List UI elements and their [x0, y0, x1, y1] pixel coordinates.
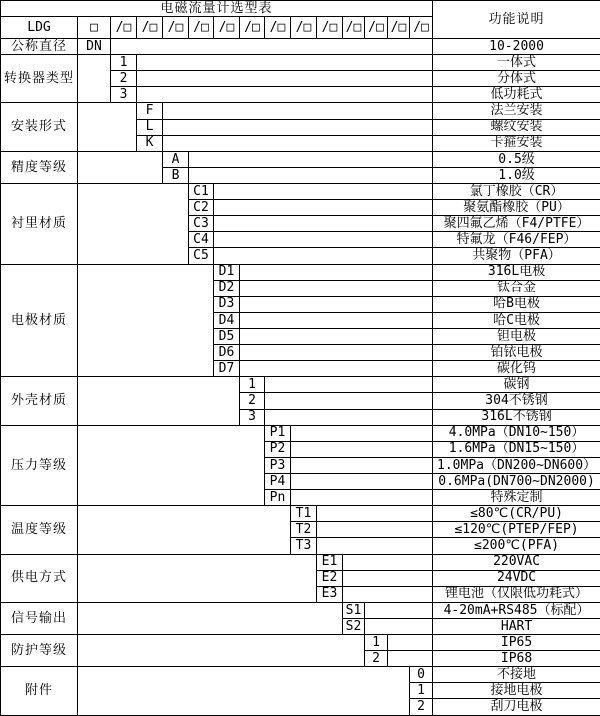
option-description: ≤80℃(CR/PU)	[433, 506, 600, 522]
spacer-left	[78, 151, 163, 183]
spacer-left	[78, 103, 137, 151]
spacer-right	[214, 183, 433, 199]
code-box: /□	[388, 17, 410, 39]
spacer-left	[78, 55, 111, 103]
option-description: 220VAC	[433, 554, 600, 570]
spacer-left	[78, 264, 214, 377]
option-code: F	[137, 103, 163, 119]
spacer-right	[137, 55, 433, 71]
option-description: 共聚物（PFA）	[433, 248, 600, 264]
category-label: 衬里材质	[1, 183, 78, 264]
code-box: /□	[163, 17, 189, 39]
code-box: /□	[214, 17, 240, 39]
option-code: D3	[214, 296, 240, 312]
option-code: 1	[111, 55, 137, 71]
option-code: C5	[189, 248, 214, 264]
option-description: IP68	[433, 651, 600, 667]
spacer-right	[388, 635, 433, 651]
spacer-right	[189, 151, 433, 167]
page-title: 电磁流量计选型表	[1, 1, 433, 17]
option-row	[1, 377, 600, 393]
category-label: 防护等级	[1, 635, 78, 667]
option-description: 1.6MPa（DN15~150）	[433, 441, 600, 457]
spacer-right	[317, 522, 433, 538]
option-code: 3	[111, 87, 137, 103]
category-label: 安装形式	[1, 103, 78, 151]
spacer-right	[214, 216, 433, 232]
spacer-right	[240, 296, 433, 312]
option-code: D5	[214, 328, 240, 344]
spacer-right	[365, 618, 433, 634]
option-code: D4	[214, 312, 240, 328]
option-row	[1, 667, 600, 683]
option-code: 1	[410, 683, 433, 699]
dn-code-box: □	[78, 17, 111, 39]
option-description: IP65	[433, 635, 600, 651]
spacer-left	[78, 183, 189, 264]
spacer-right	[265, 377, 433, 393]
option-description: 不接地	[433, 667, 600, 683]
spacer-left	[78, 667, 410, 716]
option-description: 304不锈钢	[433, 393, 600, 409]
spacer-right	[291, 490, 433, 506]
option-description: 10-2000	[433, 39, 600, 55]
option-code: S1	[343, 602, 365, 618]
code-box: /□	[240, 17, 265, 39]
option-code: T1	[291, 506, 317, 522]
spacer-right	[291, 473, 433, 489]
option-description: 法兰安装	[433, 103, 600, 119]
option-row	[1, 183, 600, 199]
spacer-left	[78, 506, 291, 554]
option-description: 4-20mA+RS485（标配）	[433, 602, 600, 618]
option-description: 316L不锈钢	[433, 409, 600, 425]
option-description: 聚四氟乙烯（F4/PTFE）	[433, 216, 600, 232]
code-box: /□	[137, 17, 163, 39]
title-row	[1, 1, 600, 17]
option-row	[1, 554, 600, 570]
option-code: D7	[214, 361, 240, 377]
option-description: 卡箍安装	[433, 135, 600, 151]
option-code: 2	[111, 71, 137, 87]
code-box: /□	[317, 17, 343, 39]
option-description: 钽电极	[433, 328, 600, 344]
spacer-right	[163, 103, 433, 119]
option-description: 316L电极	[433, 264, 600, 280]
category-label: 压力等级	[1, 425, 78, 506]
category-label: 信号输出	[1, 602, 78, 634]
spacer-right	[265, 393, 433, 409]
option-row	[1, 506, 600, 522]
spacer-right	[111, 39, 433, 55]
option-description: 特氟龙（F46/FEP）	[433, 232, 600, 248]
option-description: ≤120℃(PTEP/FEP)	[433, 522, 600, 538]
option-code: 2	[240, 393, 265, 409]
category-label: 温度等级	[1, 506, 78, 554]
option-description: 锂电池（仅限低功耗式）	[433, 586, 600, 602]
option-code: 1	[240, 377, 265, 393]
option-code: P4	[265, 473, 291, 489]
option-code: C4	[189, 232, 214, 248]
option-description: 铂铱电极	[433, 345, 600, 361]
option-code: C3	[189, 216, 214, 232]
option-description: 哈C电极	[433, 312, 600, 328]
option-row	[1, 103, 600, 119]
model-prefix-label: LDG	[1, 17, 78, 39]
option-description: 24VDC	[433, 570, 600, 586]
option-code: T3	[291, 538, 317, 554]
option-row	[1, 55, 600, 71]
spacer-right	[240, 328, 433, 344]
option-code: B	[163, 167, 189, 183]
spacer-right	[163, 135, 433, 151]
spacer-right	[343, 554, 433, 570]
option-row	[1, 39, 600, 55]
option-row	[1, 425, 600, 441]
spacer-left	[78, 554, 317, 602]
function-description-header: 功能说明	[433, 1, 600, 39]
spacer-right	[265, 409, 433, 425]
option-description: 1.0MPa（DN200~DN600）	[433, 457, 600, 473]
code-box: /□	[111, 17, 137, 39]
option-description: 碳钢	[433, 377, 600, 393]
spacer-right	[137, 87, 433, 103]
option-code: P3	[265, 457, 291, 473]
option-code: D2	[214, 280, 240, 296]
option-description: 0.6MPa(DN700~DN2000)	[433, 473, 600, 489]
option-description: 螺纹安装	[433, 119, 600, 135]
option-row	[1, 264, 600, 280]
spacer-left	[78, 425, 265, 506]
option-code: S2	[343, 618, 365, 634]
spacer-right	[214, 248, 433, 264]
category-label: 转换器类型	[1, 55, 78, 103]
option-row	[1, 602, 600, 618]
option-row	[1, 151, 600, 167]
spacer-right	[291, 457, 433, 473]
option-description: HART	[433, 618, 600, 634]
code-box: /□	[365, 17, 388, 39]
option-code: L	[137, 119, 163, 135]
spacer-right	[240, 312, 433, 328]
option-code: P2	[265, 441, 291, 457]
option-description: 接地电极	[433, 683, 600, 699]
option-code: E1	[317, 554, 343, 570]
option-description: 刮刀电极	[433, 699, 600, 716]
category-label: 公称直径	[1, 39, 78, 55]
option-description: 特殊定制	[433, 490, 600, 506]
spacer-right	[240, 361, 433, 377]
spacer-right	[189, 167, 433, 183]
option-description: 碳化钨	[433, 361, 600, 377]
option-description: 氯丁橡胶（CR）	[433, 183, 600, 199]
spacer-right	[343, 586, 433, 602]
option-code: 2	[365, 651, 388, 667]
spacer-left	[78, 602, 343, 634]
spacer-right	[137, 71, 433, 87]
code-box: /□	[189, 17, 214, 39]
option-description: 一体式	[433, 55, 600, 71]
code-box: /□	[343, 17, 365, 39]
spacer-right	[163, 119, 433, 135]
category-label: 附件	[1, 667, 78, 716]
category-label: 供电方式	[1, 554, 78, 602]
spacer-right	[240, 345, 433, 361]
option-code: K	[137, 135, 163, 151]
spacer-right	[365, 602, 433, 618]
option-description: 聚氨酯橡胶（PU）	[433, 200, 600, 216]
spacer-left	[78, 635, 365, 667]
code-box: /□	[265, 17, 291, 39]
option-description: ≤200℃(PFA)	[433, 538, 600, 554]
option-code: 1	[365, 635, 388, 651]
option-description: 哈B电极	[433, 296, 600, 312]
spacer-right	[240, 280, 433, 296]
option-row	[1, 635, 600, 651]
option-description: 低功耗式	[433, 87, 600, 103]
code-box: /□	[291, 17, 317, 39]
option-code: Pn	[265, 490, 291, 506]
spacer-right	[291, 441, 433, 457]
option-code: E2	[317, 570, 343, 586]
option-code: 3	[240, 409, 265, 425]
option-code: DN	[78, 39, 111, 55]
option-code: 2	[410, 699, 433, 716]
spacer-right	[214, 200, 433, 216]
option-description: 4.0MPa（DN10~150）	[433, 425, 600, 441]
spacer-right	[214, 232, 433, 248]
category-label: 电极材质	[1, 264, 78, 377]
option-code: 0	[410, 667, 433, 683]
code-box: /□	[410, 17, 433, 39]
option-code: P1	[265, 425, 291, 441]
option-code: C2	[189, 200, 214, 216]
spacer-right	[291, 425, 433, 441]
spacer-right	[317, 538, 433, 554]
category-label: 精度等级	[1, 151, 78, 183]
spacer-right	[343, 570, 433, 586]
spacer-right	[240, 264, 433, 280]
option-code: T2	[291, 522, 317, 538]
option-code: A	[163, 151, 189, 167]
option-description: 分体式	[433, 71, 600, 87]
option-description: 钛合金	[433, 280, 600, 296]
spacer-left	[78, 377, 240, 425]
spacer-right	[317, 506, 433, 522]
option-code: D1	[214, 264, 240, 280]
spacer-right	[388, 651, 433, 667]
option-code: E3	[317, 586, 343, 602]
option-code: D6	[214, 345, 240, 361]
option-description: 1.0级	[433, 167, 600, 183]
category-label: 外壳材质	[1, 377, 78, 425]
option-description: 0.5级	[433, 151, 600, 167]
option-code: C1	[189, 183, 214, 199]
